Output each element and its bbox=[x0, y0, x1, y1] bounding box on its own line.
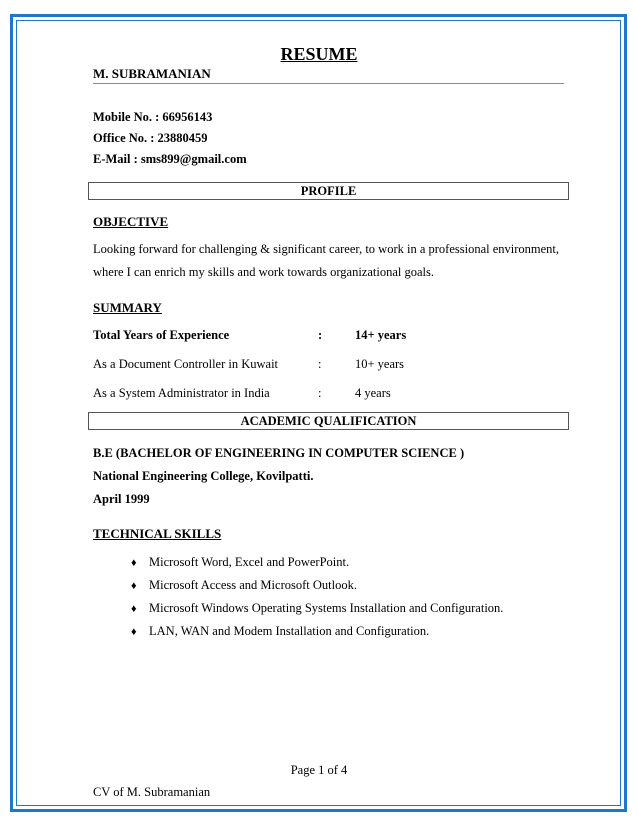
diamond-bullet-icon: ♦ bbox=[131, 557, 137, 569]
summary-row-colon: : bbox=[318, 386, 322, 400]
summary-row-label: Total Years of Experience bbox=[93, 328, 230, 342]
college: National Engineering College, Kovilpatti. bbox=[93, 469, 314, 483]
skill-item: LAN, WAN and Modem Installation and Configuration. bbox=[149, 624, 430, 638]
mobile-number: Mobile No. : 66956143 bbox=[93, 110, 213, 124]
summary-row-value: 14+ years bbox=[355, 328, 407, 342]
summary-row-colon: : bbox=[318, 328, 323, 342]
footer-cv-label: CV of M. Subramanian bbox=[93, 785, 211, 799]
summary-row-label: As a Document Controller in Kuwait bbox=[93, 357, 279, 371]
graduation-date: April 1999 bbox=[93, 492, 150, 506]
technical-skills-heading: TECHNICAL SKILLS bbox=[93, 526, 222, 541]
skill-item: Microsoft Word, Excel and PowerPoint. bbox=[149, 555, 350, 569]
degree: B.E (BACHELOR OF ENGINEERING IN COMPUTER SCIENCE ) bbox=[93, 446, 465, 460]
summary-row-colon: : bbox=[318, 357, 322, 371]
objective-line-1: Looking forward for challenging & significant career, to work in a professional environment, bbox=[93, 242, 560, 256]
objective-heading: OBJECTIVE bbox=[93, 214, 169, 229]
email-address: E-Mail : sms899@gmail.com bbox=[93, 152, 247, 166]
skill-item: Microsoft Access and Microsoft Outlook. bbox=[149, 578, 357, 592]
resume-title: RESUME bbox=[280, 44, 358, 64]
diamond-bullet-icon: ♦ bbox=[131, 580, 137, 592]
summary-row-value: 4 years bbox=[355, 386, 391, 400]
candidate-name: M. SUBRAMANIAN bbox=[93, 66, 211, 81]
profile-section-header: PROFILE bbox=[88, 182, 569, 200]
name-divider bbox=[93, 83, 564, 84]
skill-item: Microsoft Windows Operating Systems Installation and Configuration. bbox=[149, 601, 504, 615]
summary-row-value: 10+ years bbox=[355, 357, 405, 371]
summary-heading: SUMMARY bbox=[93, 300, 162, 315]
summary-row-label: As a System Administrator in India bbox=[93, 386, 270, 400]
diamond-bullet-icon: ♦ bbox=[131, 603, 137, 615]
page-number: Page 1 of 4 bbox=[290, 763, 348, 777]
diamond-bullet-icon: ♦ bbox=[131, 626, 137, 638]
objective-line-2: where I can enrich my skills and work towards organizational goals. bbox=[93, 265, 434, 279]
office-number: Office No. : 23880459 bbox=[93, 131, 208, 145]
academic-section-header: ACADEMIC QUALIFICATION bbox=[88, 412, 569, 430]
